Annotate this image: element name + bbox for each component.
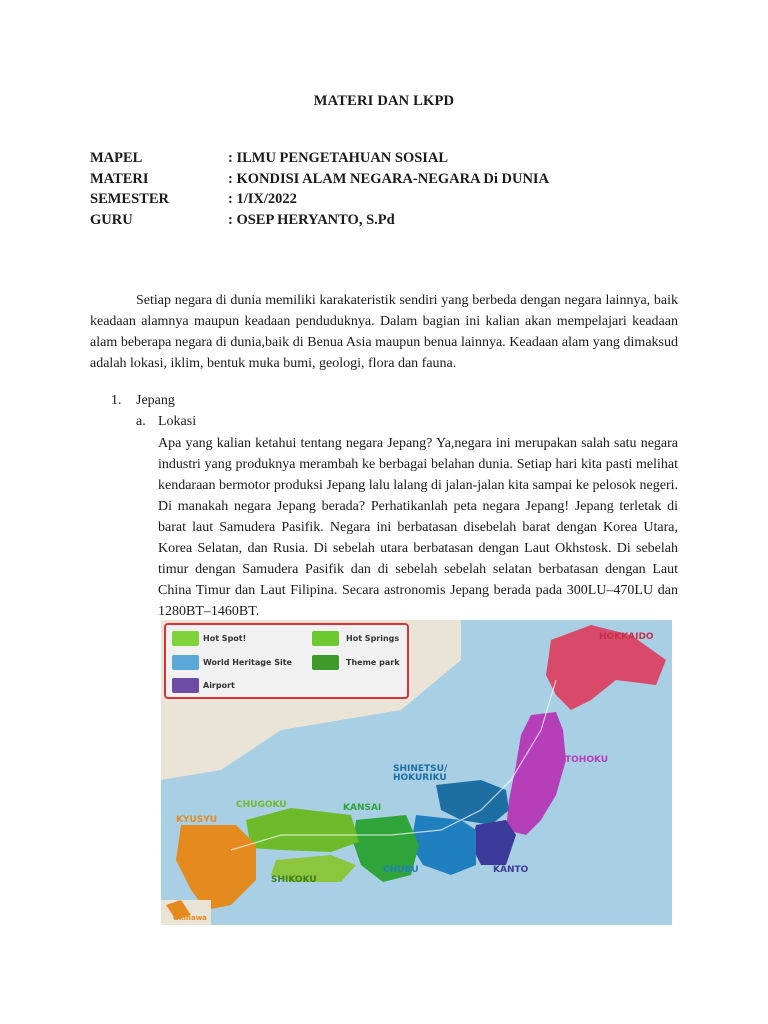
meta-value: : ILMU PENGETAHUAN SOSIAL	[228, 150, 449, 166]
hot-springs-icon	[312, 631, 339, 646]
sub-list-letter: a.	[136, 414, 146, 429]
legend-label: Airport	[203, 681, 235, 690]
region-label: CHUGOKU	[236, 800, 287, 810]
region-label: KANTO	[493, 865, 529, 875]
meta-row-semester	[90, 189, 549, 210]
map-legend	[164, 623, 409, 699]
meta-row-materi	[90, 169, 549, 190]
legend-label: World Heritage Site	[203, 658, 292, 667]
world-heritage-icon	[172, 655, 199, 670]
legend-label: Hot Springs	[346, 634, 400, 643]
region-label: SHINETSU/ HOKURIKU	[393, 764, 448, 783]
lokasi-paragraph: Apa yang kalian ketahui tentang negara Jepang? Ya,negara ini merupakan salah satu negara industri yang produknya merambah ke berbagai belahan dunia. Setiap hari kita pasti melihat kendaraan bermotor produksi Jepang lalu lalang di jalan-jalan kita sampai ke pelosok negeri. Di manakah negara Jepang berada? Perhatikanlah peta negara Jepang! Jepang terletak di barat laut Samudera Pasifik. Negara ini berbatasan disebelah barat dengan Korea Utara, Korea Selatan, dan Rusia. Di sebelah utara berbatasan dengan Laut Okhstosk. Di sebelah timur dengan Samudera Pasifik dan di sebelah sebelah selatan berbatasan dengan Laut China Timur dan Laut Filipina. Secara astronomis Jepang berada pada 300LU–470LU dan 1280BT–1460BT.	[158, 436, 678, 619]
meta-row-mapel	[90, 148, 549, 169]
region-label: CHUBU	[383, 865, 419, 875]
meta-value: : 1/IX/2022	[228, 191, 297, 207]
list-number: 1.	[111, 393, 122, 408]
theme-park-icon	[312, 655, 339, 670]
region-label: Okinawa	[173, 914, 207, 922]
region-label: KYUSYU	[176, 815, 218, 825]
meta-table	[90, 148, 549, 230]
japan-map-image	[161, 620, 672, 925]
meta-key: MATERI	[90, 170, 149, 187]
meta-key: GURU	[90, 211, 133, 228]
hot-spot-icon	[172, 631, 199, 646]
sub-section-heading: Lokasi	[158, 414, 197, 429]
meta-key: SEMESTER	[90, 191, 169, 207]
meta-row-guru	[90, 210, 549, 231]
region-label: TOHOKU	[565, 755, 609, 765]
legend-label: Theme park	[346, 658, 400, 667]
region-label: KANSAI	[343, 803, 382, 813]
meta-value: : KONDISI ALAM NEGARA-NEGARA Di DUNIA	[228, 170, 550, 187]
meta-key: MAPEL	[90, 150, 143, 166]
legend-label: Hot Spot!	[203, 634, 247, 643]
region-label: HOKKAIDO	[599, 632, 654, 642]
airport-icon	[172, 678, 199, 693]
meta-value: : OSEP HERYANTO, S.Pd	[228, 211, 395, 228]
intro-paragraph: Setiap negara di dunia memiliki karakateristik sendiri yang berbeda dengan negara lainnya, baik keadaan alamnya maupun keadaan penduduknya. Dalam bagian ini kalian akan mempelajari keadaan alam beberapa negara di dunia,baik di Benua Asia maupun benua lainnya. Keadaan alam yang dimaksud adalah lokasi, iklim, bentuk muka bumi, geologi, flora dan fauna.	[90, 293, 678, 371]
region-label: SHIKOKU	[271, 875, 317, 885]
page-title: MATERI DAN LKPD	[313, 93, 455, 109]
section-heading: Jepang	[136, 393, 175, 408]
